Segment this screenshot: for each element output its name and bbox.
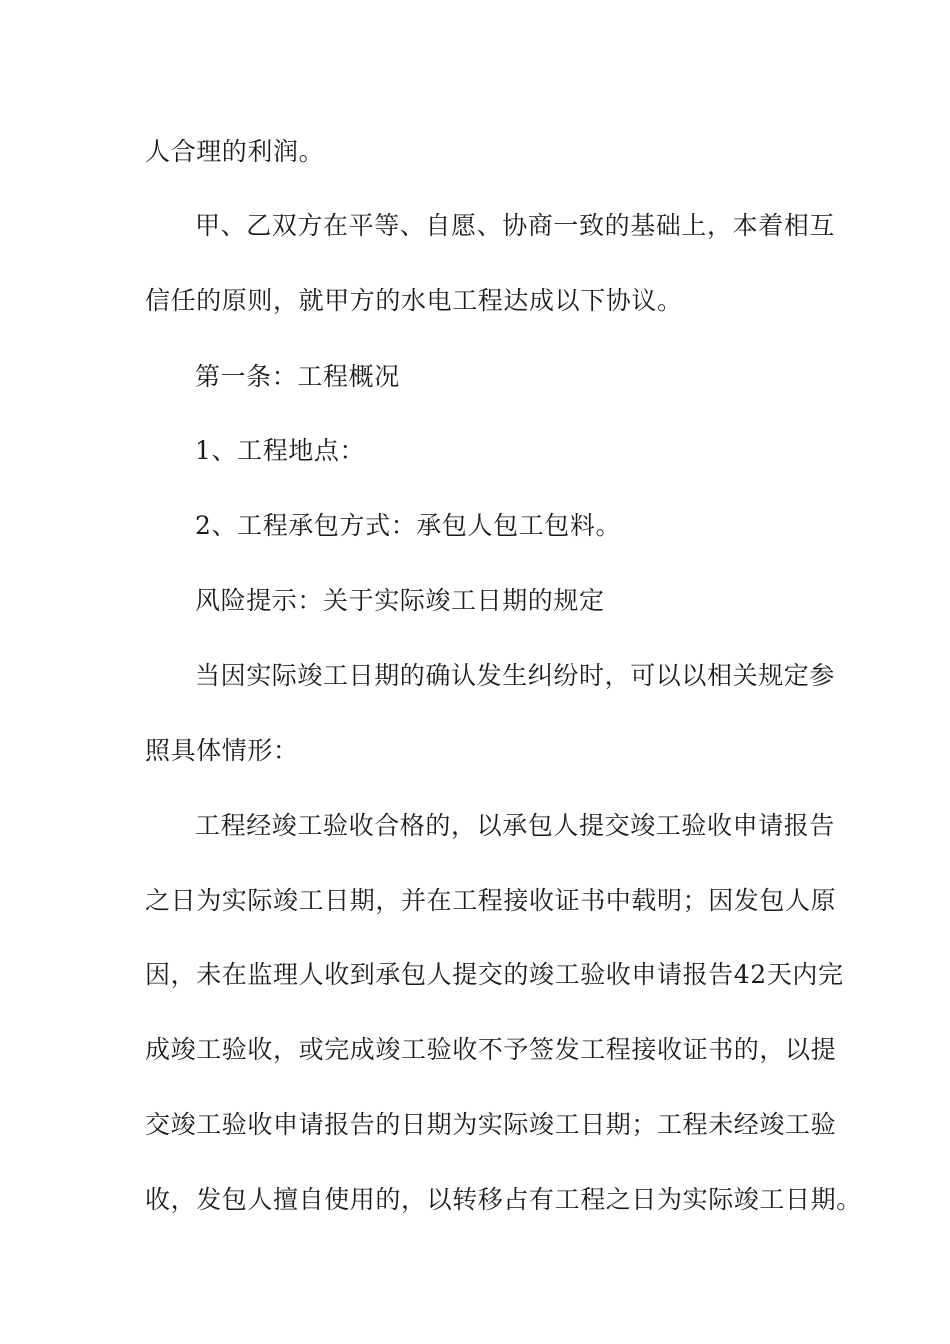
section-heading: 第一条：工程概况 — [195, 362, 400, 391]
list-item: 2、工程承包方式：承包人包工包料。 — [195, 511, 622, 540]
list-item: 1、工程地点： — [195, 436, 366, 465]
text-line: 信任的原则，就甲方的水电工程达成以下协议。 — [145, 286, 683, 315]
text-line: 甲、乙双方在平等、自愿、协商一致的基础上，本着相互 — [195, 211, 836, 240]
text-line: 成竣工验收，或完成竣工验收不予签发工程接收证书的，以提 — [145, 1035, 837, 1064]
text-line: 交竣工验收申请报告的日期为实际竣工日期；工程未经竣工验 — [145, 1110, 837, 1139]
text-line: 照具体情形： — [145, 736, 299, 765]
text-line: 因，未在监理人收到承包人提交的竣工验收申请报告42天内完 — [145, 960, 844, 989]
risk-note-heading: 风险提示：关于实际竣工日期的规定 — [195, 586, 605, 615]
text-line: 当因实际竣工日期的确认发生纠纷时，可以以相关规定参 — [195, 661, 836, 690]
text-line: 人合理的利润。 — [145, 137, 325, 166]
text-line: 之日为实际竣工日期，并在工程接收证书中载明；因发包人原 — [145, 886, 837, 915]
text-line: 工程经竣工验收合格的，以承包人提交竣工验收申请报告 — [195, 811, 836, 840]
text-line: 收，发包人擅自使用的，以转移占有工程之日为实际竣工日期。 — [145, 1185, 862, 1214]
